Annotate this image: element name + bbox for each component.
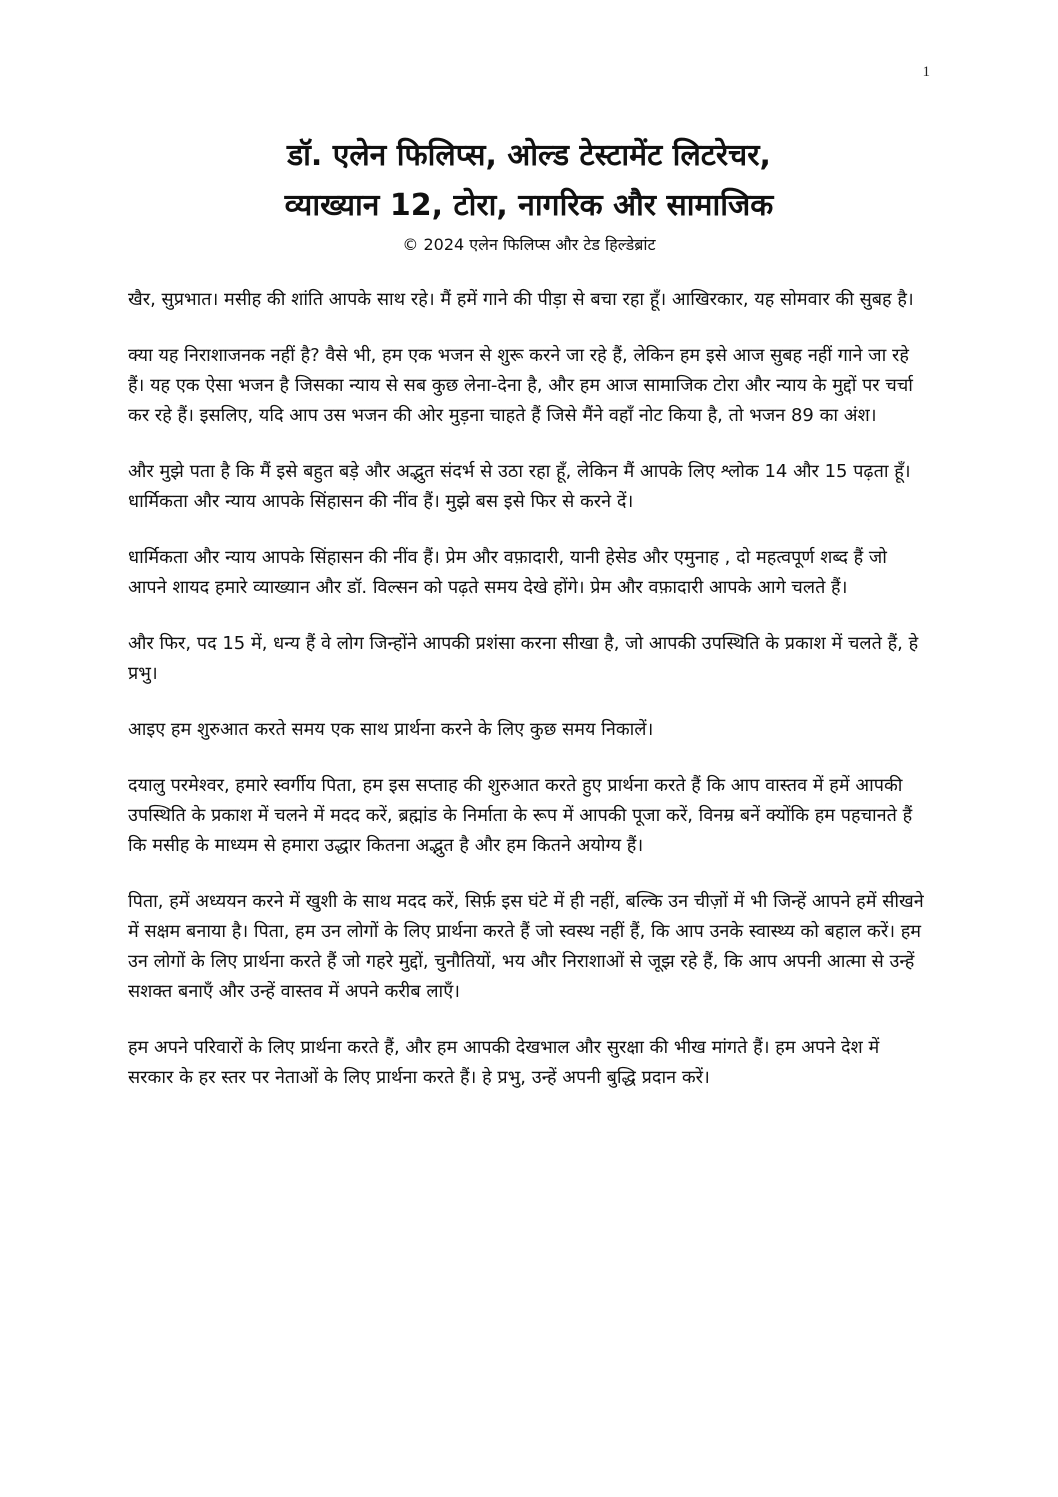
- paragraph: खैर, सुप्रभात। मसीह की शांति आपके साथ रहे। मैं हमें गाने की पीड़ा से बचा रहा हूँ। आखिरकार, यह सोमवार की सुबह है।: [128, 289, 914, 310]
- paragraph: आइए हम शुरुआत करते समय एक साथ प्रार्थना करने के लिए कुछ समय निकालें।: [128, 719, 654, 740]
- paragraph: दयालु परमेश्वर, हमारे स्वर्गीय पिता, हम इस सप्ताह की शुरुआत करते हुए प्रार्थना करते हैं कि आप वास्तव में हमें आपकी उपस्थिति के प्रकाश में चलने में मदद करें, ब्रह्मांड के निर्माता के रूप में आपकी पूजा करें, विनम्र बनें क्योंकि हम पहचानते हैं कि मसीह के माध्यम से हमारा उद्धार कितना अद्भुत है और हम कितने अयोग्य हैं।: [128, 775, 913, 856]
- paragraph: और फिर, पद 15 में, धन्य हैं वे लोग जिन्होंने आपकी प्रशंसा करना सीखा है, जो आपकी उपस्थिति के प्रकाश में चलते हैं, हे प्रभु।: [128, 633, 919, 684]
- page-number: 1: [922, 64, 930, 80]
- document-title: [110, 131, 948, 231]
- title-line-2: व्याख्यान 12, टोरा, नागरिक और सामाजिक: [284, 188, 774, 223]
- paragraph: धार्मिकता और न्याय आपके सिंहासन की नींव हैं। प्रेम और वफ़ादारी, यानी हेसेड और एमुनाह , दो महत्वपूर्ण शब्द हैं जो आपने शायद हमारे व्याख्यान और डॉ. विल्सन को पढ़ते समय देखे होंगे। प्रेम और वफ़ादारी आपके आगे चलते हैं।: [128, 547, 887, 598]
- paragraph: हम अपने परिवारों के लिए प्रार्थना करते हैं, और हम आपकी देखभाल और सुरक्षा की भीख मांगते हैं। हम अपने देश में सरकार के हर स्तर पर नेताओं के लिए प्रार्थना करते हैं। हे प्रभु, उन्हें अपनी बुद्धि प्रदान करें।: [128, 1037, 880, 1088]
- paragraph: और मुझे पता है कि मैं इसे बहुत बड़े और अद्भुत संदर्भ से उठा रहा हूँ, लेकिन मैं आपके लिए श्लोक 14 और 15 पढ़ता हूँ। धार्मिकता और न्याय आपके सिंहासन की नींव हैं। मुझे बस इसे फिर से करने दें।: [128, 461, 911, 512]
- paragraph: क्या यह निराशाजनक नहीं है? वैसे भी, हम एक भजन से शुरू करने जा रहे हैं, लेकिन हम इसे आज सुबह नहीं गाने जा रहे हैं। यह एक ऐसा भजन है जिसका न्याय से सब कुछ लेना-देना है, और हम आज सामाजिक टोरा और न्याय के मुद्दों पर चर्चा कर रहे हैं। इसलिए, यदि आप उस भजन की ओर मुड़ना चाहते हैं जिसे मैंने वहाँ नोट किया है, तो भजन 89 का अंश।: [128, 345, 913, 426]
- title-line-1: डॉ. एलेन फिलिप्स, ओल्ड टेस्टामेंट लिटरेचर,: [287, 138, 771, 173]
- copyright-line: © 2024 एलेन फिलिप्स और टेड हिल्डेब्रांट: [402, 235, 656, 254]
- paragraph: पिता, हमें अध्ययन करने में खुशी के साथ मदद करें, सिर्फ़ इस घंटे में ही नहीं, बल्कि उन चीज़ों में भी जिन्हें आपने हमें सीखने में सक्षम बनाया है। पिता, हम उन लोगों के लिए प्रार्थना करते हैं जो स्वस्थ नहीं हैं, कि आप उनके स्वास्थ्य को बहाल करें। हम उन लोगों के लिए प्रार्थना करते हैं जो गहरे मुद्दों, चुनौतियों, भय और निराशाओं से जूझ रहे हैं, कि आप अपनी आत्मा से उन्हें सशक्त बनाएँ और उन्हें वास्तव में अपने करीब लाएँ।: [128, 891, 924, 1002]
- body-text: [128, 285, 930, 1119]
